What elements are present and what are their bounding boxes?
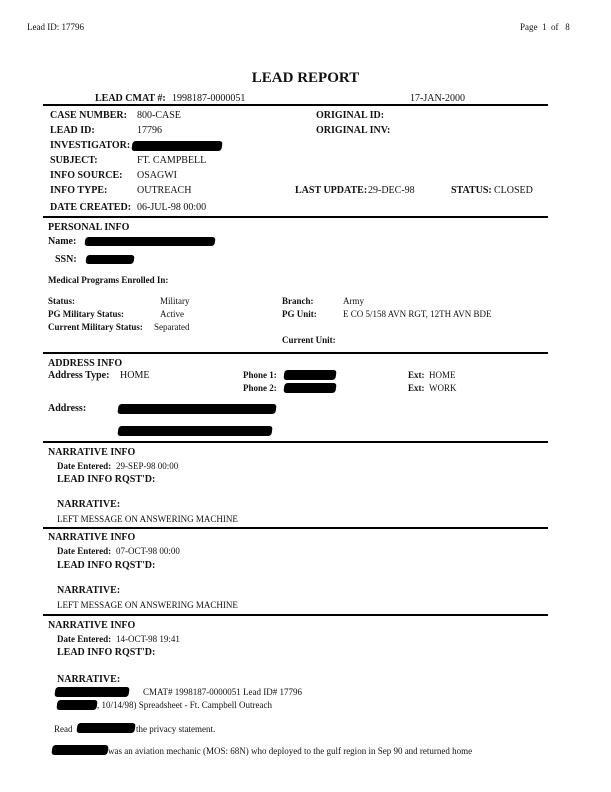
redaction <box>131 141 222 151</box>
status-value: CLOSED <box>494 185 533 196</box>
narrative-line-mechanic: was an aviation mechanic (MOS: 68N) who deployed to the gulf region in Sep 90 and returned home <box>108 746 473 756</box>
medical-programs-label: Medical Programs Enrolled In: <box>48 275 169 285</box>
pg-military-status-label: PG Military Status: <box>48 309 124 319</box>
date-entered-label: Date Entered: <box>57 461 112 471</box>
address-label: Address: <box>48 403 87 414</box>
redaction <box>117 404 276 414</box>
page-indicator <box>520 22 570 32</box>
redaction <box>76 723 135 733</box>
case-number-value: 800-CASE <box>137 110 181 121</box>
narrative-heading: NARRATIVE INFO <box>48 447 136 458</box>
redaction <box>54 687 129 697</box>
date-created-label: DATE CREATED: <box>50 202 132 213</box>
cmat-value: 1998187-0000051 <box>172 93 246 104</box>
last-update-value: 29-DEC-98 <box>368 185 415 196</box>
redaction <box>283 370 336 380</box>
last-update-label: LAST UPDATE: <box>295 185 368 196</box>
narrative-heading: NARRATIVE INFO <box>48 620 136 631</box>
info-source-value: OSAGWI <box>137 170 177 181</box>
status-label: Status: <box>48 296 76 306</box>
branch-value: Army <box>343 296 364 306</box>
page-label: Page <box>520 22 538 32</box>
narrative-line-cmat: CMAT# 1998187-0000051 Lead ID# 17796 <box>143 687 302 697</box>
info-type-value: OUTREACH <box>137 185 192 196</box>
ext1-value: HOME <box>429 370 456 380</box>
lead-info-rqstd-label: LEAD INFO RQST'D: <box>57 474 156 485</box>
header-lead-id: Lead ID: 17796 <box>27 22 84 32</box>
lead-id-label: LEAD ID: <box>50 125 95 136</box>
name-label: Name: <box>48 236 77 247</box>
info-source-label: INFO SOURCE: <box>50 170 123 181</box>
redaction <box>51 745 108 755</box>
narrative-label: NARRATIVE: <box>57 674 121 685</box>
lead-info-rqstd-label: LEAD INFO RQST'D: <box>57 560 156 571</box>
divider <box>43 614 548 616</box>
page-of: of <box>551 22 559 32</box>
phone1-label: Phone 1: <box>243 370 277 380</box>
divider <box>43 352 548 354</box>
phone2-label: Phone 2: <box>243 383 277 393</box>
address-type-label: Address Type: <box>48 370 110 381</box>
narrative-label: NARRATIVE: <box>57 499 121 510</box>
narrative-read-prefix: Read <box>54 724 73 734</box>
redaction <box>56 700 97 710</box>
narrative-text: LEFT MESSAGE ON ANSWERING MACHINE <box>57 514 238 524</box>
subject-label: SUBJECT: <box>50 155 98 166</box>
current-military-status-value: Separated <box>154 322 190 332</box>
current-unit-label: Current Unit: <box>282 335 336 345</box>
branch-label: Branch: <box>282 296 314 306</box>
investigator-label: INVESTIGATOR: <box>50 140 131 151</box>
report-date: 17-JAN-2000 <box>410 93 465 104</box>
address-type-value: HOME <box>120 370 150 381</box>
subject-value: FT. CAMPBELL <box>137 155 207 166</box>
ssn-label: SSN: <box>55 254 77 265</box>
narrative-label: NARRATIVE: <box>57 585 121 596</box>
page-number: 1 <box>542 22 547 32</box>
divider <box>43 104 548 106</box>
divider <box>43 216 548 218</box>
lead-id-value: 17796 <box>137 125 162 136</box>
divider <box>43 527 548 529</box>
pg-unit-value: E CO 5/158 AVN RGT, 12TH AVN BDE <box>343 309 492 319</box>
redaction <box>117 426 272 436</box>
date-entered-value: 14-OCT-98 19:41 <box>116 634 180 644</box>
date-created-value: 06-JUL-98 00:00 <box>137 202 207 213</box>
lead-info-rqstd-label: LEAD INFO RQST'D: <box>57 647 156 658</box>
original-id-label: ORIGINAL ID: <box>316 110 385 121</box>
ext2-label: Ext: <box>408 383 425 393</box>
current-military-status-label: Current Military Status: <box>48 322 143 332</box>
ext1-label: Ext: <box>408 370 425 380</box>
info-type-label: INFO TYPE: <box>50 185 108 196</box>
status-value: Military <box>160 296 190 306</box>
pg-military-status-value: Active <box>160 309 184 319</box>
narrative-line-spreadsheet: , 10/14/98) Spreadsheet - Ft. Campbell Outreach <box>97 700 272 710</box>
divider <box>43 441 548 443</box>
status-label: STATUS: <box>451 185 492 196</box>
pg-unit-label: PG Unit: <box>282 309 317 319</box>
page-title: LEAD REPORT <box>251 70 360 86</box>
redaction <box>283 383 336 393</box>
personal-info-heading: PERSONAL INFO <box>48 222 130 233</box>
redaction <box>84 237 215 246</box>
narrative-text: LEFT MESSAGE ON ANSWERING MACHINE <box>57 600 238 610</box>
redaction <box>85 255 134 264</box>
page-total: 8 <box>565 22 570 32</box>
narrative-read-suffix: the privacy statement. <box>136 724 216 734</box>
date-entered-value: 07-OCT-98 00:00 <box>116 546 180 556</box>
ext2-value: WORK <box>429 383 457 393</box>
address-info-heading: ADDRESS INFO <box>48 358 123 369</box>
original-inv-label: ORIGINAL INV: <box>316 125 391 136</box>
cmat-label: LEAD CMAT #: <box>95 93 166 104</box>
date-entered-label: Date Entered: <box>57 634 112 644</box>
narrative-heading: NARRATIVE INFO <box>48 532 136 543</box>
date-entered-value: 29-SEP-98 00:00 <box>116 461 179 471</box>
date-entered-label: Date Entered: <box>57 546 112 556</box>
case-number-label: CASE NUMBER: <box>50 110 127 121</box>
